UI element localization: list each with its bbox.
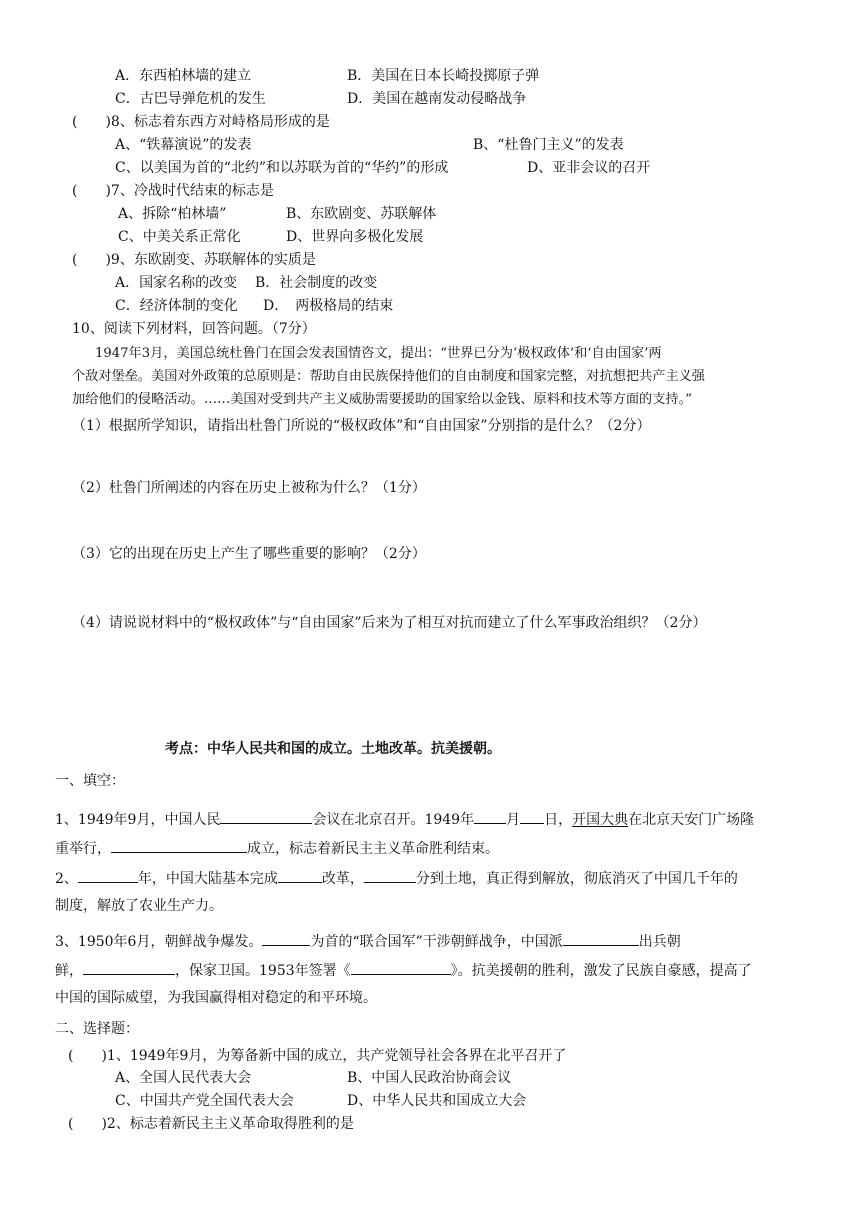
material-line-1: 1947年3月，美国总统杜鲁门在国会发表国情咨文，提出：“世界已分为‘极权政体’和‘自由国家’两 — [95, 346, 662, 361]
answer-blank[interactable] — [364, 867, 416, 883]
c1-option-b: B、中国人民政治协商会议 — [347, 1070, 512, 1086]
q9-option-b: B．社会制度的改变 — [255, 275, 378, 291]
answer-blank[interactable] — [278, 867, 322, 883]
question-8-stem: ( )8、标志着东西方对峙格局形成的是 — [72, 114, 330, 130]
question-9-stem: ( )9、东欧剧变、苏联解体的实质是 — [72, 252, 316, 268]
q9-option-a: A．国家名称的改变 — [115, 275, 238, 291]
answer-blank[interactable] — [220, 808, 312, 824]
choice-2-stem: ( )2、标志着新民主主义革命取得胜利的是 — [68, 1116, 354, 1132]
answer-blank[interactable] — [78, 867, 138, 883]
question-10-title: 10、阅读下列材料，回答问题。（7分） — [72, 321, 316, 337]
answer-blank[interactable] — [262, 930, 310, 946]
answer-blank[interactable] — [563, 930, 639, 946]
option-d: D．美国在越南发动侵略战争 — [347, 91, 527, 107]
q9-option-c: C．经济体制的变化 — [115, 298, 238, 314]
q7-option-b: B、东欧剧变、苏联解体 — [286, 206, 437, 222]
fill-item-3-line-2: 鲜， ，保家卫国。1953年签署《 》。抗美援朝的胜利，激发了民族自豪感，提高了 — [55, 959, 752, 981]
material-line-3: 加给他们的侵略活动。……美国对受到共产主义威胁需要援助的国家给以金钱、原料和技术等方面的支持。” — [72, 392, 692, 407]
sub-question-1: （1）根据所学知识，请指出杜鲁门所说的“极权政体”和“自由国家”分别指的是什么？（2分） — [72, 418, 651, 434]
c1-option-c: C、中国共产党全国代表大会 — [115, 1093, 294, 1109]
underlined-term: 开国大典 — [572, 812, 629, 828]
c1-option-d: D、中华人民共和国成立大会 — [347, 1093, 527, 1109]
q8-option-a: A、“铁幕演说”的发表 — [115, 137, 252, 153]
q9-option-d: D． 两极格局的结束 — [263, 298, 394, 314]
answer-blank[interactable] — [111, 837, 247, 853]
fill-item-1-line-2: 重举行， 成立，标志着新民主主义革命胜利结束。 — [55, 837, 499, 859]
answer-blank[interactable] — [83, 959, 175, 975]
sub-question-3: （3）它的出现在历史上产生了哪些重要的影响？（2分） — [72, 546, 426, 562]
q8-option-d: D、亚非会议的召开 — [527, 160, 651, 176]
choice-1-stem: ( )1、1949年9月，为筹备新中国的成立，共产党领导社会各界在北平召开了 — [68, 1048, 567, 1064]
option-c: C．古巴导弹危机的发生 — [115, 91, 266, 107]
fill-item-3-line-1: 3、1950年6月，朝鲜战争爆发。 为首的“联合国军”干涉朝鲜战争，中国派 出兵朝 — [55, 930, 681, 952]
material-line-2: 个敌对堡垒。美国对外政策的总原则是：帮助自由民族保持他们的自由制度和国家完整，对抗想把共产主义强 — [72, 369, 705, 384]
q7-option-c: C、中美关系正常化 — [118, 229, 241, 245]
answer-blank[interactable] — [351, 959, 451, 975]
sub-question-4: （4）请说说材料中的“极权政体”与“自由国家”后来为了相互对抗而建立了什么军事政治组织？（2分） — [72, 615, 707, 631]
fill-item-1-line-1: 1、1949年9月，中国人民 会议在北京召开。1949年 月 日，开国大典在北京天安门广场隆 — [55, 808, 754, 830]
fill-section-title: 一、填空： — [55, 773, 125, 789]
sub-question-2: （2）杜鲁门所阐述的内容在历史上被称为什么？（1分） — [72, 480, 426, 496]
fill-item-2-line-2: 制度，解放了农业生产力。 — [55, 898, 223, 914]
answer-blank[interactable] — [474, 808, 506, 824]
option-b: B．美国在日本长崎投掷原子弹 — [347, 68, 540, 84]
section-heading: 考点：中华人民共和国的成立。土地改革。抗美援朝。 — [165, 741, 501, 757]
q8-option-b: B、“杜鲁门主义”的发表 — [473, 137, 624, 153]
answer-blank[interactable] — [520, 808, 544, 824]
fill-item-2-line-1: 2、 年，中国大陆基本完成 改革， 分到土地，真正得到解放，彻底消灭了中国几千年的 — [55, 867, 738, 889]
c1-option-a: A、全国人民代表大会 — [115, 1070, 252, 1086]
q7-option-d: D、世界向多极化发展 — [286, 229, 424, 245]
fill-item-3-line-3: 中国的国际威望，为我国赢得相对稳定的和平环境。 — [55, 990, 377, 1006]
q8-option-c: C、以美国为首的“北约”和以苏联为首的“华约”的形成 — [115, 160, 449, 176]
choice-section-title: 二、选择题： — [55, 1021, 139, 1037]
q7-option-a: A、拆除“柏林墙” — [118, 206, 227, 222]
question-7-stem: ( )7、冷战时代结束的标志是 — [72, 183, 274, 199]
option-a: A．东西柏林墙的建立 — [115, 68, 252, 84]
